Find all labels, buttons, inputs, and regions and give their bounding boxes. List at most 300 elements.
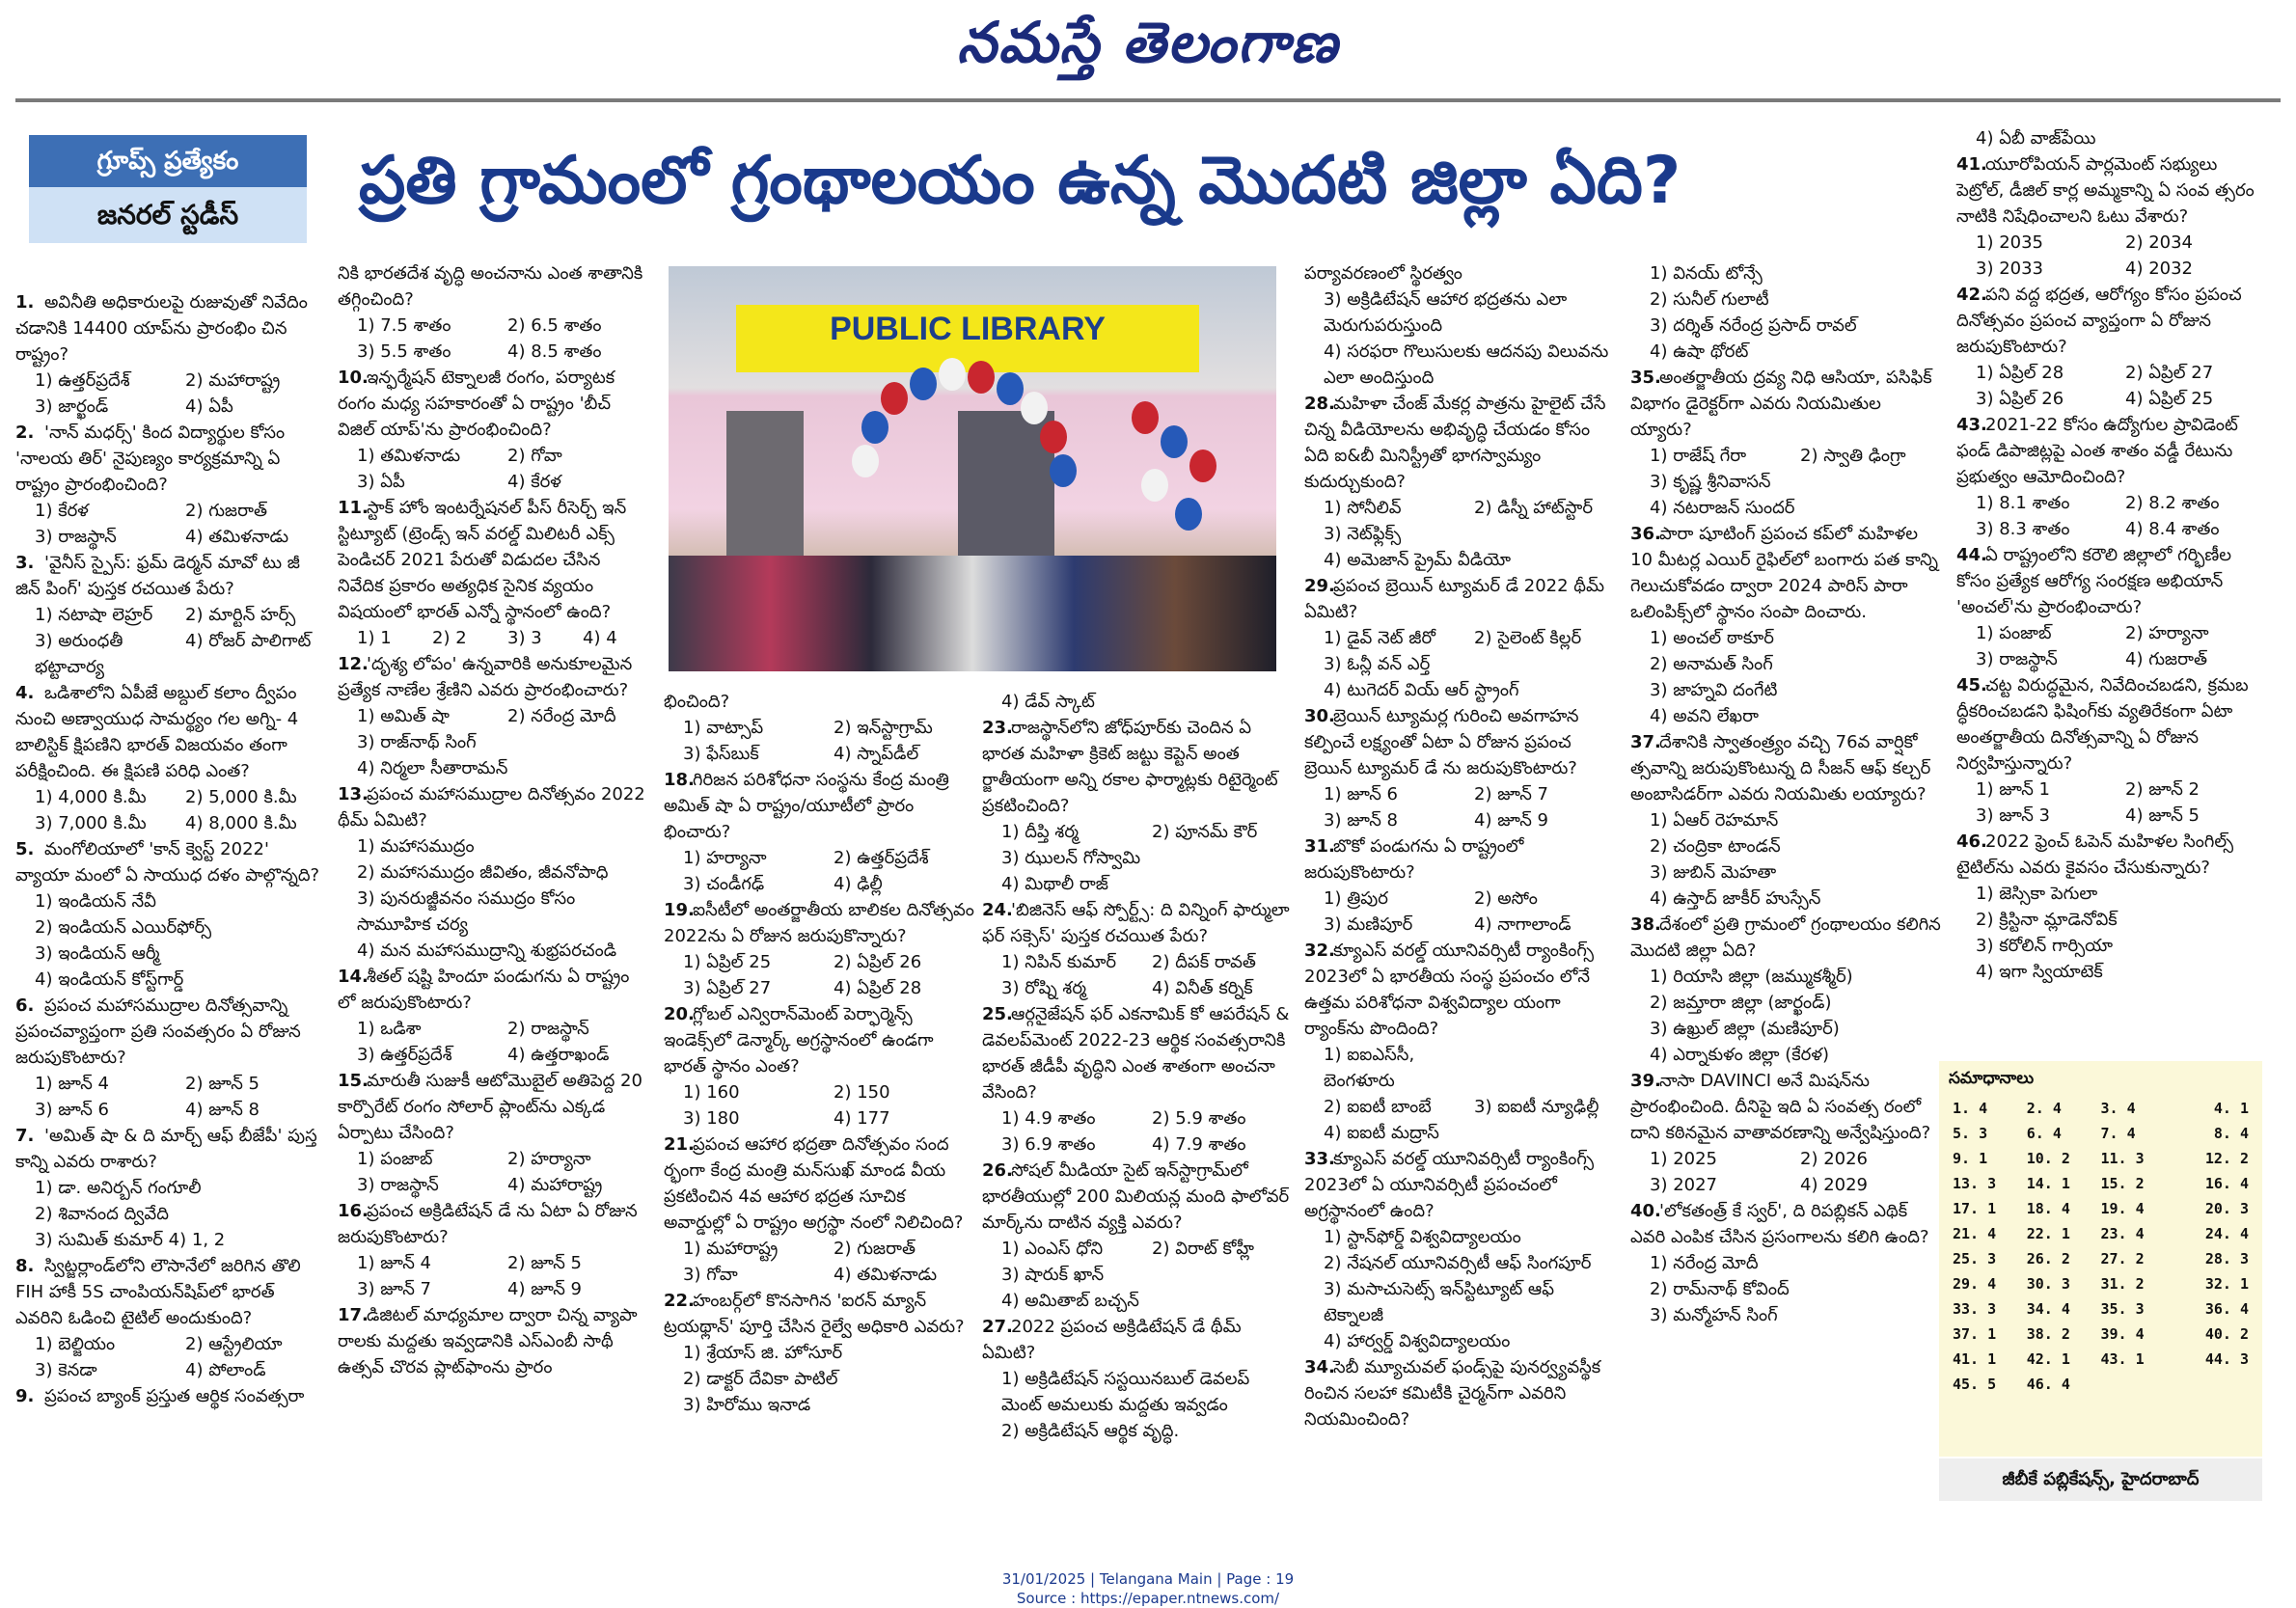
question xyxy=(1304,703,1615,833)
question-number: 29. xyxy=(1304,576,1335,596)
answer-option: 3) కరోలిన్ గార్సియా xyxy=(1976,936,2114,956)
answer-key-item: 22. 1 xyxy=(2026,1225,2070,1242)
question-number: 39. xyxy=(1630,1071,1661,1091)
answer-option: 3) ఫేస్‌బుక్ xyxy=(683,744,759,764)
question-body: ప్రపంచ బ్యాంక్ ప్రస్తుత ఆర్థిక సంవత్సరా xyxy=(44,1386,305,1406)
answer-option: 1) జూన్ 4 xyxy=(357,1253,432,1273)
balloon xyxy=(881,382,908,415)
question xyxy=(982,1158,1293,1314)
question-number: 46. xyxy=(1956,831,1987,852)
answer-option: 4) ఉషా థోరట్ xyxy=(1650,341,1749,362)
question xyxy=(338,781,648,964)
answer-option: 4) ఇండియన్ కోస్ట్‌గార్డ్ xyxy=(35,969,184,990)
answer-option: 4) ఏప్రిల్ 25 xyxy=(2125,389,2214,409)
answer-option: 3) జార్ఖండ్ xyxy=(35,396,109,417)
question-number: 26. xyxy=(982,1160,1013,1181)
question-body: 'అమిత్ షా & ది మార్చ్ ఆఫ్ బీజేపీ' పుస్త కాన్ని ఎవరు రాశారు? xyxy=(15,1126,317,1172)
answers-box xyxy=(1939,1061,2262,1457)
answer-option: 4) ఏపీ xyxy=(185,396,233,417)
answer-option: 2) అనామత్ సింగ్ xyxy=(1650,654,1773,674)
question-body: క్యూఎస్ వరల్డ్ యూనివర్సిటీ ర్యాంకింగ్స్ 2023లో ఏ భారతీయ సంస్థ ప్రపంచం లోనే ఉత్తమ పరిశోధనా విశ్వవిద్యాల యంగా ర్యాంక్‌ను పొందింది? xyxy=(1304,940,1595,1039)
answer-options xyxy=(1630,807,1941,912)
question xyxy=(1956,151,2265,282)
column-4 xyxy=(982,689,1293,1444)
answer-option: 4) వినీత్ కర్నిక్ xyxy=(1152,978,1253,998)
answer-option: 4) మన మహాసముద్రాన్ని శుభ్రపరచండి xyxy=(357,940,617,961)
answer-options xyxy=(1630,964,1941,1068)
answer-option: 3) జూన్ 7 xyxy=(357,1279,432,1299)
answer-option: 1) హర్యానా xyxy=(683,848,767,868)
answer-key-item: 24. 4 xyxy=(2204,1225,2249,1242)
answer-options xyxy=(1304,1224,1615,1354)
answer-option: 2) డాక్టర్ దేవికా పాటిల్ xyxy=(683,1369,838,1389)
question xyxy=(1304,573,1615,703)
answer-options xyxy=(982,1105,1293,1158)
answer-options xyxy=(1304,495,1615,547)
footer-source-line: Source : https://epaper.ntnews.com/ xyxy=(1016,1590,1280,1607)
question-number: 11. xyxy=(338,498,369,518)
answer-option: 3) 2033 xyxy=(1976,259,2044,279)
answer-option: 4) 177 xyxy=(834,1108,890,1129)
answer-option: 2) జూన్ 7 xyxy=(1474,784,1549,804)
answer-option: 3) రాజ్‌నాథ్ సింగ్ xyxy=(357,732,477,752)
question-text xyxy=(1956,282,2265,360)
question-text xyxy=(664,1131,974,1236)
answer-option: 2) సునీల్ గులాటీ xyxy=(1650,289,1769,310)
answers-heading: సమాధానాలు xyxy=(1949,1069,2035,1088)
answer-option: 2) 2034 xyxy=(2125,232,2194,253)
photo-door-left xyxy=(726,411,804,556)
answer-option: 3) జూన్ 6 xyxy=(35,1100,110,1120)
answer-option: 2) 2 xyxy=(432,628,467,648)
answer-key-item: 2. 4 xyxy=(2026,1100,2062,1117)
question-text xyxy=(15,1123,326,1175)
question xyxy=(1630,260,1941,365)
answer-option: 2) జూన్ 2 xyxy=(2125,779,2200,800)
answer-options xyxy=(664,1236,974,1288)
footer-edition-line: 31/01/2025 | Telangana Main | Page : 19 xyxy=(1001,1570,1295,1588)
publisher-credit: జీబీకే పబ్లికేషన్స్, హైదరాబాద్ xyxy=(1939,1458,2262,1501)
answer-option: 4) మహారాష్ట్ర xyxy=(507,1175,603,1195)
question-text xyxy=(664,689,974,715)
answer-option: 1) దీప్తి శర్మ xyxy=(1001,822,1079,842)
question xyxy=(664,897,974,1001)
answer-option: 3) ఝులన్ గోస్వామి xyxy=(1001,848,1141,868)
question xyxy=(1956,829,2265,985)
answer-option: 3) రాజస్థాన్ xyxy=(1976,649,2058,669)
question-body: ఏ రాష్ట్రంలోని కరౌలి జిల్లాలో గర్భిణీల కోసం ప్రత్యేక ఆరోగ్య సంరక్షణ అభియాన్ 'అంచల్'ను ప్రారంభించారు? xyxy=(1956,545,2231,617)
question-text xyxy=(982,1158,1293,1236)
question-text xyxy=(1956,151,2265,230)
answer-option: 2) స్వాతి ఢింగ్రా xyxy=(1800,446,1906,466)
question xyxy=(1956,125,2265,151)
answer-option: 1) ఐఐఎస్‌సీ, బెంగళూరు xyxy=(1324,1045,1415,1091)
answer-option: 4) ఏబీ వాజ్‌పేయి xyxy=(1976,128,2096,149)
answer-key-item: 14. 1 xyxy=(2026,1175,2070,1192)
question-number: 2. xyxy=(15,422,35,443)
question-body: భించింది? xyxy=(664,692,730,712)
answer-option: 3) దర్శిత్ నరేంద్ర ప్రసాద్ రావల్ xyxy=(1650,315,1857,336)
answer-options xyxy=(982,689,1293,715)
question xyxy=(982,1314,1293,1444)
answer-option: 4) హార్వర్డ్ విశ్వవిద్యాలయం xyxy=(1324,1331,1511,1351)
answer-option: 4) 4 xyxy=(583,628,617,648)
answer-key-item: 44. 3 xyxy=(2204,1350,2249,1368)
question-body: బొకో పండుగను ఏ రాష్ట్రంలో జరుపుకొంటారు? xyxy=(1304,836,1524,883)
answer-option: 1) శ్రేయాస్ జి. హోసూర్ xyxy=(683,1343,843,1363)
question-number: 20. xyxy=(664,1004,695,1024)
question-text xyxy=(1304,573,1615,625)
question-body: 'వైనీస్ స్పైస్: ఫ్రమ్ డెర్మన్ మావో టు జీ జిన్ పింగ్' పుస్తక రచయిత పేరు? xyxy=(15,553,300,599)
balloon xyxy=(968,361,995,394)
question-number: 37. xyxy=(1630,732,1661,752)
question-text xyxy=(1630,365,1941,443)
answer-options xyxy=(1630,1250,1941,1328)
balloon xyxy=(1141,469,1168,502)
answer-options xyxy=(1956,620,2265,672)
answer-option: 3) ఏప్రిల్ 27 xyxy=(683,978,772,998)
answer-option: 3) జూన్ 3 xyxy=(1976,805,2051,826)
question-body: మహిళా చేంజ్ మేకర్ల పాత్రను హైలైట్ చేసే చిన్న వీడియోలను అభివృద్ధి చేయడం కోసం ఏది ఐ&బీ మినిస్ట్రీతో భాగస్వామ్యం కుదుర్చుకుంది? xyxy=(1304,394,1606,492)
answer-option: 1) నటాషా లెహ్రర్ xyxy=(35,605,153,625)
answer-option: 4) జూన్ 9 xyxy=(507,1279,583,1299)
question-text xyxy=(338,651,648,703)
question-text xyxy=(338,1068,648,1146)
answer-key-item: 45. 5 xyxy=(1953,1376,1997,1393)
question-text xyxy=(338,260,648,313)
question xyxy=(664,767,974,897)
answer-option: 1) ఏప్రిల్ 28 xyxy=(1976,363,2064,383)
answer-option: 2) సైలెంట్ కిల్లర్ xyxy=(1474,628,1582,648)
answer-option: 1) వినయ్ టోన్సే xyxy=(1650,263,1763,284)
answer-option: 3) రాజస్థాన్ xyxy=(357,1175,439,1195)
answer-option: 4) తమిళనాడు xyxy=(185,527,289,547)
masthead xyxy=(0,0,2296,96)
answer-option: 2) 5.9 శాతం xyxy=(1152,1108,1246,1129)
answer-option: 2) క్రిస్టినా మ్లాడెనోవిక్ xyxy=(1976,910,2118,930)
library-photo xyxy=(669,266,1276,671)
answer-option: 2) 2026 xyxy=(1800,1149,1869,1169)
question-body: యూరోపియన్ పార్లమెంట్ సభ్యులు పెట్రోల్, డీజిల్ కార్ల అమ్మకాన్ని ఏ సంవ త్సరం నాటికి నిషేధించాలని ఓటు వేశారు? xyxy=(1956,154,2255,227)
balloon xyxy=(1161,425,1188,458)
question-number: 21. xyxy=(664,1134,695,1155)
answer-option: 2) గుజరాత్ xyxy=(185,501,267,521)
answer-option: 3) సుమిత్ కుమార్ 4) 1, 2 xyxy=(35,1230,226,1250)
answer-option: 1) ఇండియన్ నేవీ xyxy=(35,891,156,912)
column-2 xyxy=(338,260,648,1380)
question xyxy=(1304,391,1615,573)
answer-option: 4) గుజరాత్ xyxy=(2125,649,2207,669)
answer-option: 2) డిస్నీ హాట్‌స్టార్ xyxy=(1474,498,1594,518)
answer-options xyxy=(338,703,648,755)
answer-option: 1) 1 xyxy=(357,628,392,648)
answer-option: 4) ఢిల్లీ xyxy=(834,874,883,894)
answer-option: 3) జుబిన్ మెహతా xyxy=(1650,862,1777,883)
answer-option: 2) 5,000 కి.మీ xyxy=(185,787,297,807)
question-number: 44. xyxy=(1956,545,1987,565)
answer-option: 2) రామ్‌నాథ్ కోవింద్ xyxy=(1650,1279,1790,1299)
answer-option: 1) తమిళనాడు xyxy=(357,446,461,466)
answer-key-item: 27. 2 xyxy=(2100,1250,2145,1267)
answer-option: 3) అరుంధతీ భట్టాచార్య xyxy=(35,631,123,677)
answer-option: 2) అక్రిడిటేషన్ ఆర్థిక వృద్ధి. xyxy=(1001,1421,1180,1441)
answer-option: 4) తమిళనాడు xyxy=(834,1265,938,1285)
question-body: క్యూఎస్ వరల్డ్ యూనివర్సిటీ ర్యాంకింగ్స్ 2023లో ఏ యూనివర్సిటీ ప్రపంచంలో అగ్రస్థానంలో ఉంది? xyxy=(1304,1149,1595,1221)
answer-options xyxy=(1304,781,1615,833)
question-text xyxy=(982,1001,1293,1105)
question-number: 10. xyxy=(338,368,369,388)
answer-option: 3) 6.9 శాతం xyxy=(1001,1134,1096,1155)
answer-option: 4) ఉత్తరాఖండ్ xyxy=(507,1045,610,1065)
answer-option: 1) సోనీలివ్ xyxy=(1324,498,1402,518)
question-number: 16. xyxy=(338,1201,369,1221)
answer-option: 2) ఆస్ట్రేలియా xyxy=(185,1334,283,1354)
answer-option: 4) రోజర్ పాలిగాట్ xyxy=(185,631,312,651)
question-number: 43. xyxy=(1956,415,1987,435)
answer-options xyxy=(664,1340,974,1418)
balloon xyxy=(861,411,888,444)
question-number: 27. xyxy=(982,1317,1013,1337)
answer-key-item: 30. 3 xyxy=(2026,1275,2070,1293)
question-number: 19. xyxy=(664,900,695,920)
answer-key-item: 28. 3 xyxy=(2204,1250,2249,1267)
answer-option: 3) కృష్ణ శ్రీనివాసన్ xyxy=(1650,472,1771,492)
balloon xyxy=(939,358,966,391)
answer-options xyxy=(15,1331,326,1383)
answer-key-item: 21. 4 xyxy=(1953,1225,1997,1242)
question xyxy=(1630,1068,1941,1198)
answer-key-item: 40. 2 xyxy=(2204,1325,2249,1343)
question-text xyxy=(664,1001,974,1079)
answer-key-item: 6. 4 xyxy=(2026,1125,2062,1142)
answer-key-item: 31. 2 xyxy=(2100,1275,2145,1293)
section-label xyxy=(29,135,307,243)
answer-options xyxy=(1304,886,1615,938)
newspaper-logo: నమస్తే తెలంగాణ xyxy=(957,10,1339,75)
question-body: 2022 ఫ్రెంచ్ ఓపెన్ మహిళల సింగిల్స్ టైటిల్‌ను ఎవరు కైవసం చేసుకున్నారు? xyxy=(1956,831,2234,878)
answer-option: 4) సరఫరా గొలుసులకు ఆదనపు విలువను ఎలా అందిస్తుంది xyxy=(1324,341,1609,388)
answer-option: 2) పూనమ్ కౌర్ xyxy=(1152,822,1258,842)
library-sign: PUBLIC LIBRARY xyxy=(736,305,1199,372)
question-body: అవినీతి అధికారులపై రుజువుతో నివేదిం చడానికి 14400 యాప్‌ను ప్రారంభిం చిన రాష్ట్రం? xyxy=(15,292,308,365)
answer-option: 3) మణిపూర్ xyxy=(1324,914,1413,935)
question-number: 8. xyxy=(15,1256,35,1276)
question xyxy=(982,715,1293,897)
answer-key-item: 33. 3 xyxy=(1953,1300,1997,1318)
answers-grid xyxy=(1939,1100,2262,1393)
question-text xyxy=(1956,412,2265,490)
answer-option: 3) 2027 xyxy=(1650,1175,1718,1195)
question xyxy=(982,689,1293,715)
answer-option xyxy=(1152,845,1293,871)
answer-option: 2) గుజరాత్ xyxy=(834,1239,916,1259)
answer-option: 2) చంద్రికా టాండన్ xyxy=(1650,836,1781,857)
answer-key-item: 15. 2 xyxy=(2100,1175,2145,1192)
answer-option: 2) శివానంద ద్వివేది xyxy=(35,1204,169,1224)
answer-key-item: 17. 1 xyxy=(1953,1200,1997,1217)
answer-option: 2) ఇన్‌స్టాగ్రామ్ xyxy=(834,718,933,738)
answer-option: 4) 2029 xyxy=(1800,1175,1869,1195)
answer-option: 2) మార్టిన్ హర్స్ xyxy=(185,605,296,625)
balloon xyxy=(910,368,937,400)
answer-options xyxy=(982,1236,1293,1288)
answer-options xyxy=(338,1250,648,1302)
question xyxy=(1630,729,1941,912)
question-text xyxy=(1304,1354,1615,1432)
question xyxy=(15,836,326,993)
question-number: 31. xyxy=(1304,836,1335,857)
section-label-top: గ్రూప్స్ ప్రత్యేకం xyxy=(29,135,307,187)
question xyxy=(15,289,326,420)
question-number: 24. xyxy=(982,900,1013,920)
answer-option: 1) మహాసముద్రం xyxy=(357,836,475,857)
question-number: 38. xyxy=(1630,914,1661,935)
question-text xyxy=(1630,729,1941,807)
question-body: పారా షూటింగ్ ప్రపంచ కప్‌లో మహిళల 10 మీటర్ల ఎయిర్ రైఫిల్‌లో బంగారు పత కాన్ని గెలుచుకోవడం ద్వారా 2024 పారిస్ పారా ఒలింపిక్స్‌లో స్థానం సంపా దించారు. xyxy=(1630,524,1938,622)
answer-option: 1) 8.1 శాతం xyxy=(1976,493,2070,513)
answer-key-item: 8. 4 xyxy=(2213,1125,2249,1142)
answer-key-item: 16. 4 xyxy=(2204,1175,2249,1192)
answer-options xyxy=(338,1146,648,1198)
answer-option: 3) ఉఖ్రుల్ జిల్లా (మణిపూర్) xyxy=(1650,1019,1840,1039)
answer-options xyxy=(1304,1042,1615,1120)
answer-option xyxy=(1800,469,1941,495)
column-5 xyxy=(1304,260,1615,1432)
question-body: గ్లోబల్ ఎన్విరాన్‌మెంట్ పెర్ఫార్మెన్స్ ఇండెక్స్‌లో డెన్మార్క్ అగ్రస్థానంలో ఉండగా భారత్ స్థానం ఎంత? xyxy=(664,1004,934,1077)
answer-option xyxy=(1474,521,1615,547)
answer-option: 3) జూన్ 8 xyxy=(1324,810,1399,831)
answer-options xyxy=(664,1079,974,1131)
question-body: 2022 ప్రపంచ అక్రిడిటేషన్ డే థీమ్ ఏమిటి? xyxy=(982,1317,1242,1363)
answer-options xyxy=(1304,625,1615,677)
answer-key-item: 13. 3 xyxy=(1953,1175,1997,1192)
answer-options xyxy=(15,498,326,550)
answer-option: 1) పంజాబ్ xyxy=(357,1149,433,1169)
answer-options xyxy=(1956,360,2265,412)
question xyxy=(15,1253,326,1383)
answer-option: 2) ఇండియన్ ఎయిర్‌ఫోర్స్ xyxy=(35,917,212,938)
page-footer xyxy=(0,1569,2296,1608)
question-text xyxy=(15,1253,326,1331)
question-text xyxy=(1304,833,1615,886)
photo-crowd xyxy=(669,556,1276,671)
answer-option: 4) కేరళ xyxy=(507,472,561,492)
question xyxy=(1304,1354,1615,1432)
question-number: 4. xyxy=(15,683,35,703)
answer-option: 1) ఒడిశా xyxy=(357,1019,422,1039)
answer-key-item: 10. 2 xyxy=(2026,1150,2070,1167)
question-number: 6. xyxy=(15,995,35,1016)
answer-option: 3) 8.3 శాతం xyxy=(1976,519,2070,539)
answer-option: 3) 180 xyxy=(683,1108,740,1129)
masthead-rule xyxy=(15,98,2281,102)
answer-option: 1) జూన్ 6 xyxy=(1324,784,1399,804)
question-text xyxy=(982,897,1293,949)
question xyxy=(15,420,326,550)
question-number: 17. xyxy=(338,1305,369,1325)
question-text xyxy=(338,1302,648,1380)
answer-option: 1) మహారాష్ట్ర xyxy=(683,1239,779,1259)
question-body: ప్రపంచ మహాసముద్రాల దినోత్సవాన్ని ప్రపంచవ్యాప్తంగా ప్రతి సంవత్సరం ఏ రోజున జరుపుకొంటారు? xyxy=(15,995,301,1068)
question-number: 9. xyxy=(15,1386,35,1406)
answer-options xyxy=(338,1016,648,1068)
question-text xyxy=(1304,260,1615,286)
answer-option: 3) మన్మోహన్ సింగ్ xyxy=(1650,1305,1778,1325)
question-text xyxy=(15,1383,326,1409)
question-number: 7. xyxy=(15,1126,35,1146)
answer-key-item: 39. 4 xyxy=(2100,1325,2145,1343)
answer-options xyxy=(664,715,974,767)
question xyxy=(1304,833,1615,938)
question-text xyxy=(15,550,326,602)
question-number: 36. xyxy=(1630,524,1661,544)
answer-options xyxy=(338,833,648,964)
answer-option xyxy=(1474,651,1615,677)
answer-key-item: 35. 3 xyxy=(2100,1300,2145,1318)
question-body: 'దృశ్య లోపం' ఉన్నవారికి అనుకూలమైన ప్రత్యేక నాణేల శ్రేణిని ఎవరు ప్రారంభించారు? xyxy=(338,654,633,700)
answer-option: 4) నాగాలాండ్ xyxy=(1474,914,1572,935)
question xyxy=(1956,672,2265,829)
answer-option: 2) 6.5 శాతం xyxy=(507,315,602,336)
answer-option: 4) పోలాండ్ xyxy=(185,1360,266,1380)
answer-option: 2) జూన్ 5 xyxy=(507,1253,583,1273)
answer-option: 3) ఐఐటీ న్యూఢిల్లీ xyxy=(1474,1097,1599,1117)
answer-option: 1) డా. అనిర్బన్ గంగూలీ xyxy=(35,1178,202,1198)
question-number: 41. xyxy=(1956,154,1987,175)
question-text xyxy=(664,1288,974,1340)
answer-key-item: 29. 4 xyxy=(1953,1275,1997,1293)
answer-key-item: 1. 4 xyxy=(1953,1100,1988,1117)
answer-option: 1) ఏప్రిల్ 25 xyxy=(683,952,772,972)
answer-key-item: 9. 1 xyxy=(1953,1150,1988,1167)
answer-option: 1) అంచల్ ఠాకూర్ xyxy=(1650,628,1774,648)
answer-option: 4) టుగెదర్ వియ్ ఆర్ స్ట్రాంగ్ xyxy=(1324,680,1519,700)
question-body: రాజస్థాన్‌లోని జోధ్‌పూర్‌కు చెందిన ఏ భారత మహిళా క్రికెట్ జట్టు కెప్టెన్ అంత ర్జాతీయంగా అన్ని రకాల ఫార్మాట్లకు రిటైర్మెంట్ ప్రకటించింది? xyxy=(982,718,1278,816)
question xyxy=(1956,282,2265,412)
answer-option: 1) రాజేష్ గేరా xyxy=(1650,446,1747,466)
question-number: 25. xyxy=(982,1004,1013,1024)
question xyxy=(1304,1146,1615,1354)
answer-option: 2) మహాసముద్రం జీవితం, జీవనోపాధి xyxy=(357,862,609,883)
answer-option: 3) రోష్ని శర్మ xyxy=(1001,978,1087,998)
section-label-bottom: జనరల్ స్టడీస్ xyxy=(29,187,307,243)
question xyxy=(338,651,648,781)
question-body: ప్రపంచ మహాసముద్రాల దినోత్సవం 2022 థీమ్ ఏమిటి? xyxy=(338,784,645,831)
answer-key-item: 34. 4 xyxy=(2026,1300,2070,1318)
answer-options xyxy=(1956,230,2265,282)
answer-options xyxy=(1956,777,2265,829)
question-text xyxy=(1630,912,1941,964)
question-body: 'బిజినెస్ ఆఫ్ స్పోర్ట్స్: ది విన్నింగ్ ఫార్ములా ఫర్ సక్సెస్' పుస్తక రచయిత పేరు? xyxy=(982,900,1290,946)
answer-key-item: 5. 3 xyxy=(1953,1125,1988,1142)
question-text xyxy=(338,365,648,443)
question-body: నాసా DAVINCI అనే మిషన్‌ను ప్రారంభించింది. దీనిపై ఇది ఏ సంవత్స రంలో దాని కఠినమైన వాతావరణాన్ని అన్వేషిస్తుంది? xyxy=(1630,1071,1931,1143)
answer-option: 1) 2035 xyxy=(1976,232,2044,253)
answer-key-item: 4. 1 xyxy=(2213,1100,2249,1117)
answer-option: 2) ఏప్రిల్ 27 xyxy=(2125,363,2214,383)
question-number: 40. xyxy=(1630,1201,1661,1221)
question xyxy=(982,897,1293,1001)
answer-option: 3) ఏపీ xyxy=(357,472,405,492)
answer-options xyxy=(338,313,648,365)
balloon xyxy=(1175,498,1202,531)
question xyxy=(338,365,648,495)
answer-option: 4) ఉస్తాద్ జాకీర్ హుస్సేన్ xyxy=(1650,888,1821,909)
answer-key-item: 38. 2 xyxy=(2026,1325,2070,1343)
question-number: 28. xyxy=(1304,394,1335,414)
column-6 xyxy=(1630,260,1941,1328)
question-number: 42. xyxy=(1956,285,1987,305)
